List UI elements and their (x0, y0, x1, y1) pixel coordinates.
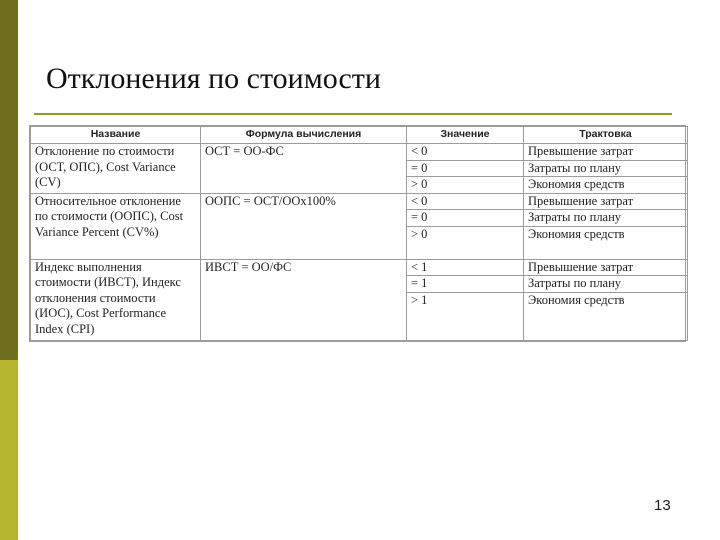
meaning-item: Экономия средств (528, 226, 625, 241)
row-values (407, 259, 524, 341)
row-formula: ОСТ = ОО-ФС (201, 144, 407, 194)
table-row (31, 193, 688, 259)
meaning-item: Превышение затрат (524, 194, 687, 211)
left-accent-bar-dark (0, 0, 18, 360)
value-item: = 0 (407, 161, 523, 178)
value-item: < 0 (407, 144, 523, 161)
value-item: = 0 (407, 210, 523, 227)
row-name: Отклонение по стоимости (ОСТ, ОПС), Cost Variance (CV) (31, 144, 201, 194)
page-number: 13 (654, 497, 671, 514)
slide-title: Отклонения по стоимости (46, 62, 381, 95)
row-values (407, 144, 524, 194)
header-value: Значение (407, 127, 524, 144)
row-name: Относительное отклонение по стоимости (ООПС), Cost Variance Percent (CV%) (31, 193, 201, 259)
header-formula: Формула вычисления (201, 127, 407, 144)
row-values (407, 193, 524, 259)
table-row (31, 259, 688, 341)
meaning-item: Превышение затрат (524, 144, 687, 161)
table-row (31, 144, 688, 194)
meaning-item: Превышение затрат (524, 260, 687, 277)
row-meanings (524, 259, 688, 341)
value-item: < 0 (407, 194, 523, 211)
row-formula: ИВСТ = ОО/ФС (201, 259, 407, 341)
row-meanings (524, 144, 688, 194)
title-underline (34, 113, 672, 115)
header-name: Название (31, 127, 201, 144)
left-accent-bar-light (0, 360, 18, 540)
meaning-item: Экономия средств (528, 177, 625, 191)
table-header-row (31, 127, 688, 144)
cost-variance-table (29, 125, 686, 342)
value-item: > 1 (411, 292, 428, 307)
header-meaning: Трактовка (524, 127, 688, 144)
row-name: Индекс выполнения стоимости (ИВСТ), Индекс отклонения стоимости (ИОС), Cost Performance Index (CPI) (31, 259, 201, 341)
value-item: > 0 (411, 226, 428, 241)
meaning-item: Затраты по плану (524, 276, 687, 293)
row-formula: ООПС = ОСТ/ООх100% (201, 193, 407, 259)
value-item: < 1 (407, 260, 523, 277)
value-item: = 1 (407, 276, 523, 293)
meaning-item: Затраты по плану (524, 210, 687, 227)
meaning-item: Экономия средств (528, 292, 625, 307)
row-meanings (524, 193, 688, 259)
value-item: > 0 (411, 177, 428, 191)
meaning-item: Затраты по плану (524, 161, 687, 178)
